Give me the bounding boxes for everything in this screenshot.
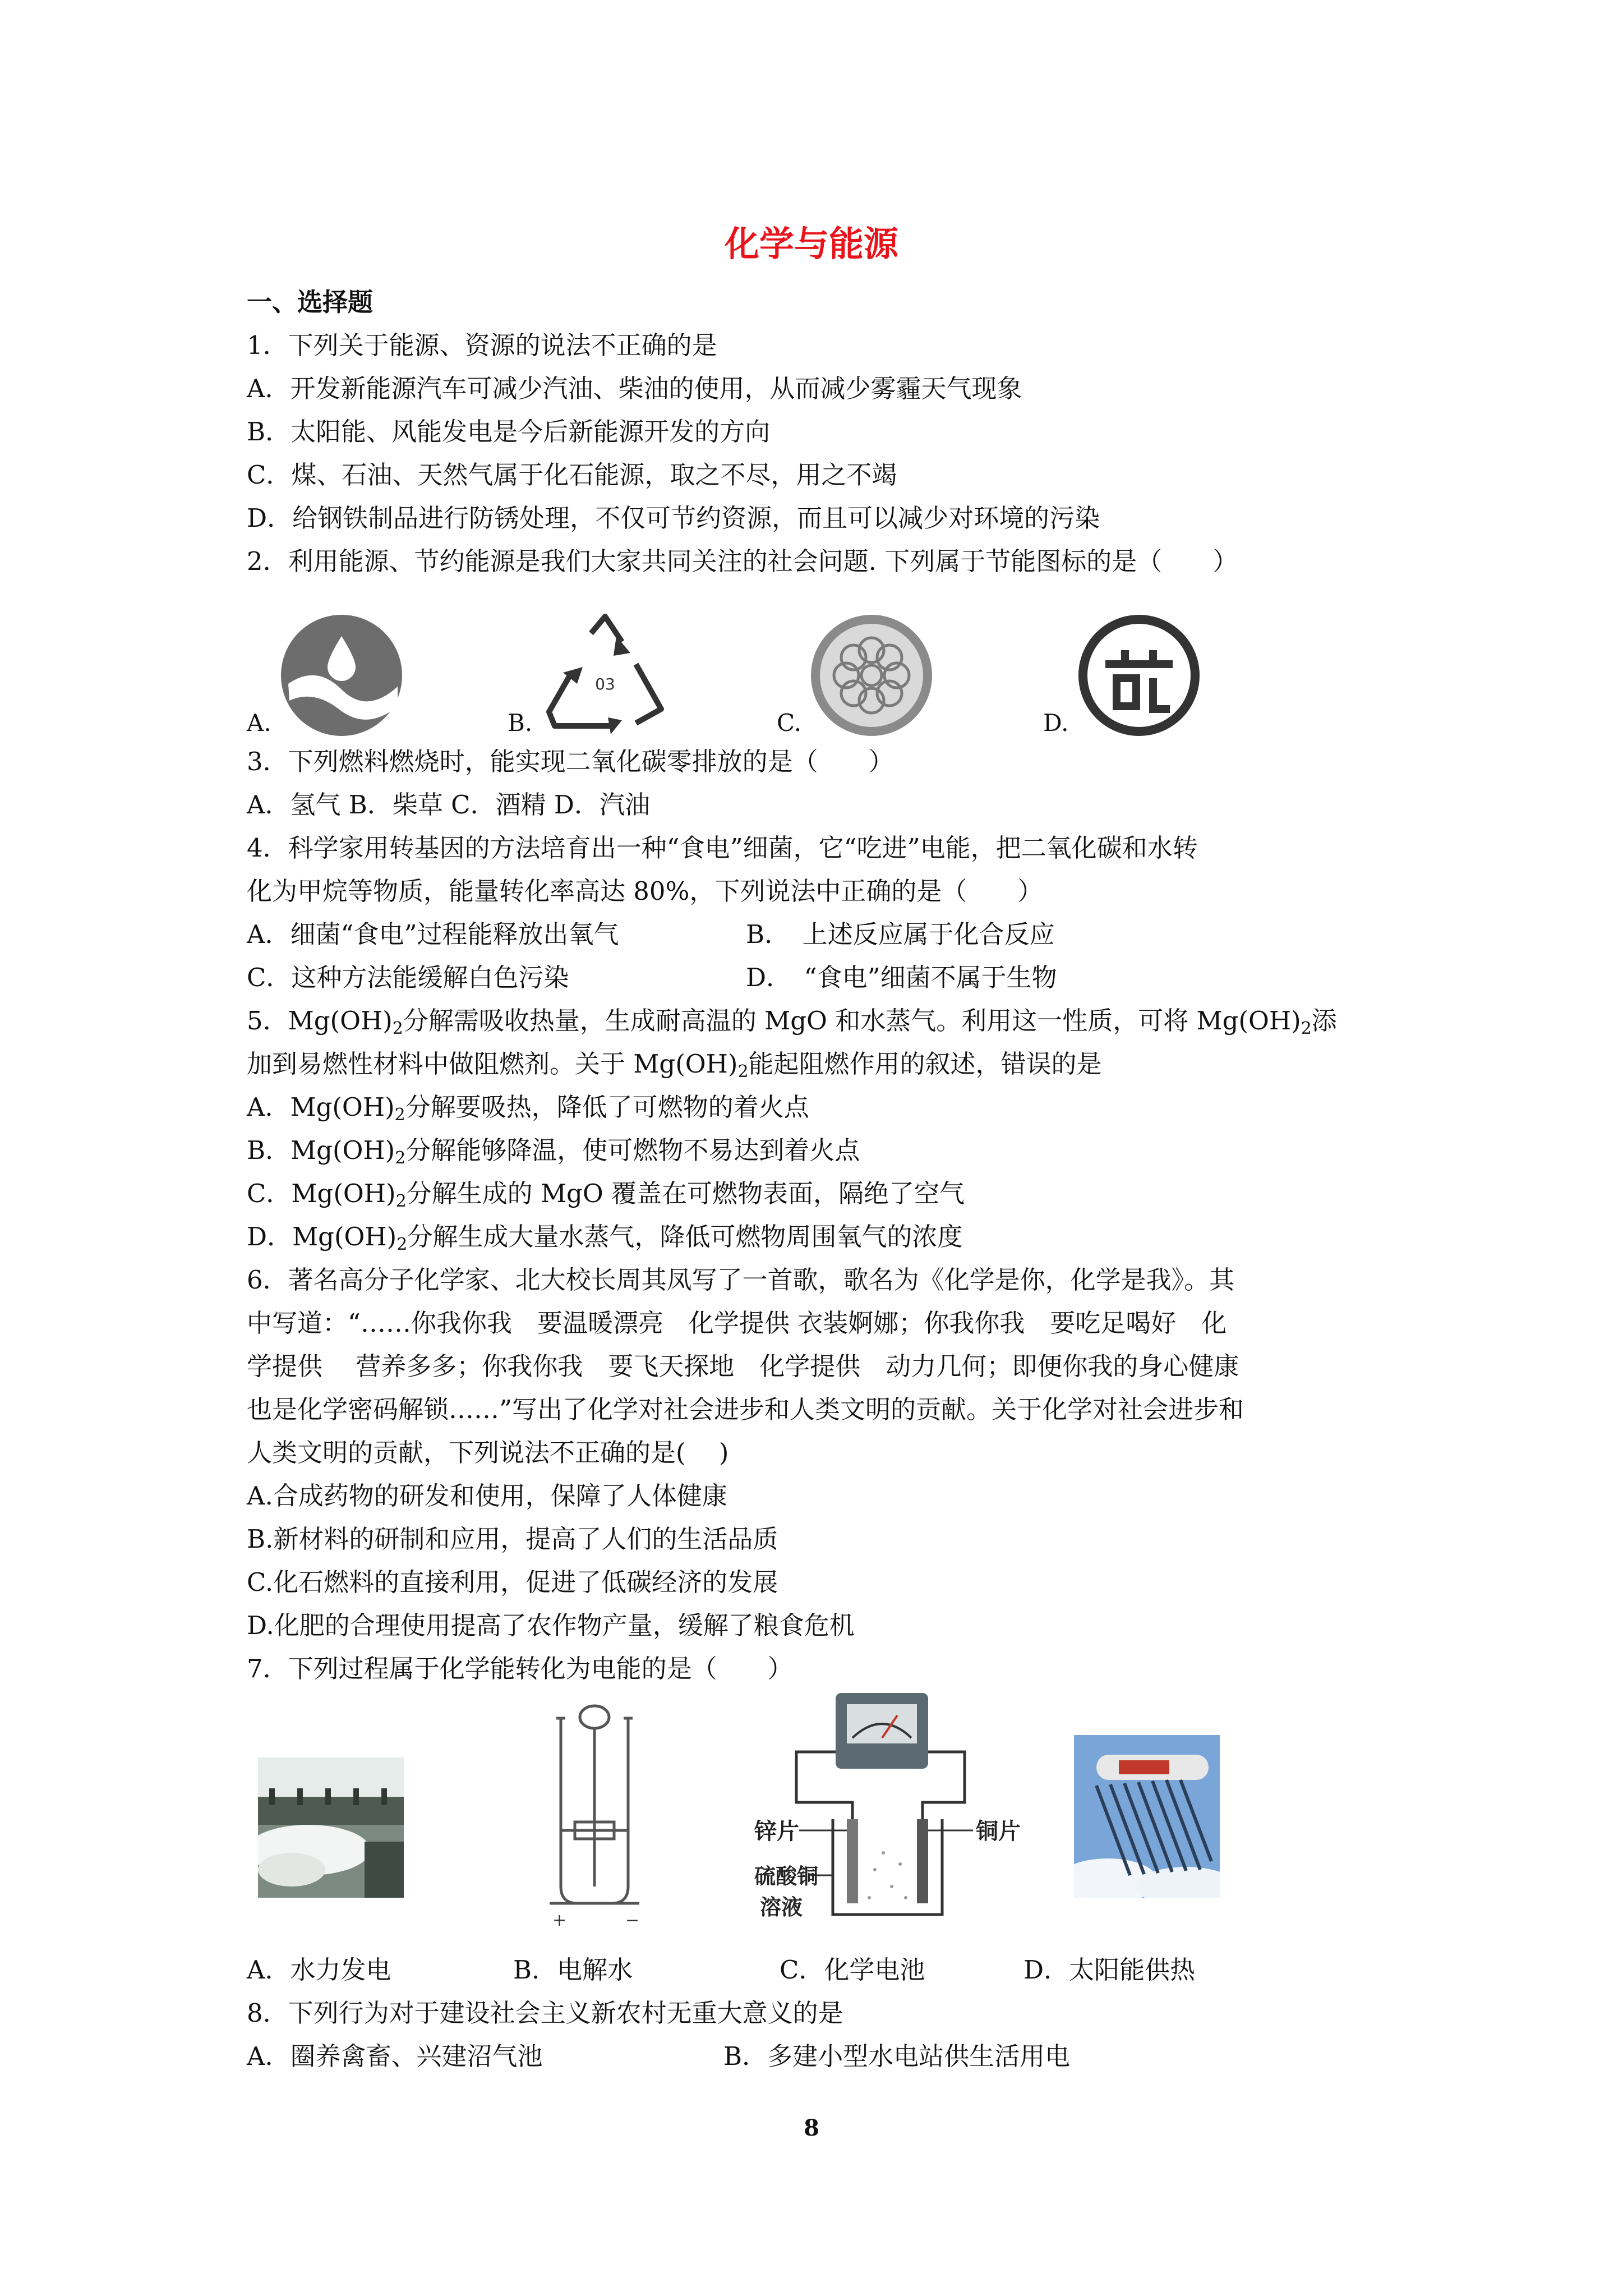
q8-options	[247, 2035, 1391, 2078]
q7-figure-row	[247, 1690, 1391, 1948]
svg-text:−: −	[625, 1911, 640, 1930]
flower-emblem-icon	[807, 611, 936, 740]
q7-option-d: D．太阳能供热	[1023, 1955, 1196, 1985]
q4-option-a: A．细菌“食电”过程能释放出氧气	[247, 919, 619, 949]
q6-option-c: C.化石燃料的直接利用，促进了低碳经济的发展	[247, 1567, 778, 1597]
q4-stem-line-1: 4．科学家用转基因的方法培育出一种“食电”细菌，它“吃进”电能，把二氧化碳和水转	[247, 833, 1198, 863]
solar-heater-photo	[1074, 1735, 1220, 1898]
hydro-power-photo	[258, 1757, 404, 1898]
zinc-label: 锌片	[754, 1819, 799, 1844]
copper-label: 铜片	[976, 1819, 1021, 1844]
q1-option-c: C．煤、石油、天然气属于化石能源，取之不尽，用之不竭	[247, 460, 897, 490]
question-content	[247, 280, 1391, 2078]
solution-label-1: 硫酸铜	[754, 1864, 819, 1889]
q2-option-b	[508, 611, 672, 740]
q5-option-d: D．$Mg(OH)_2$分解生成大量水蒸气，降低可燃物周围氧气的浓度	[247, 1222, 963, 1254]
q6-stem-line-5: 人类文明的贡献，下列说法不正确的是( )	[247, 1438, 729, 1467]
electrolysis-apparatus	[544, 1701, 645, 1937]
q6-option-a: A.合成药物的研发和使用，保障了人体健康	[247, 1481, 727, 1511]
q1-stem: 1．下列关于能源、资源的说法不正确的是	[247, 330, 717, 360]
q6-stem-line-3: 学提供 营养多多；你我你我 要飞天探地 化学提供 动力几何；即便你我的身心健康	[247, 1351, 1239, 1381]
page-number: 8	[804, 2115, 819, 2141]
q5-stem-line-2: 加到易燃性材料中做阻燃剂。关于 $Mg(OH)_2$能起阻燃作用的叙述，错误的是	[247, 1049, 1102, 1082]
chemical-battery-diagram	[754, 1690, 1023, 1943]
q7-option-b: B．电解水	[513, 1955, 633, 1985]
q2-option-d	[1043, 611, 1204, 740]
q3-options: A．氢气 B．柴草 C．酒精 D．汽油	[247, 790, 650, 820]
q6-stem-line-1: 6．著名高分子化学家、北大校长周其凤写了一首歌，歌名为《化学是你，化学是我》。其	[247, 1265, 1235, 1295]
q8-stem: 8．下列行为对于建设社会主义新农村无重大意义的是	[247, 1998, 843, 2028]
q2-option-c	[777, 611, 936, 740]
q7-stem: 7．下列过程属于化学能转化为电能的是（ ）	[247, 1654, 793, 1683]
q6-option-d: D.化肥的合理使用提高了农作物产量，缓解了粮食危机	[247, 1611, 855, 1640]
q4-options-row-2	[247, 956, 1391, 999]
q7-option-a: A．水力发电	[247, 1955, 391, 1985]
q7-option-c: C．化学电池	[780, 1955, 925, 1985]
q4-options-row-1	[247, 913, 1391, 956]
solution-label-2: 溶液	[760, 1895, 803, 1920]
q5-stem-line-1: 5．$Mg(OH)_2$分解需吸收热量，生成耐高温的 MgO 和水蒸气。利用这一性质，可将 $Mg(OH)_2$添	[247, 1006, 1337, 1038]
q3-stem: 3．下列燃料燃烧时，能实现二氧化碳零排放的是（ ）	[247, 747, 894, 776]
q2-label-a: A.	[247, 709, 271, 737]
q2-option-a	[247, 611, 406, 740]
q2-figure-row	[247, 583, 1391, 740]
q6-stem-line-2: 中写道：“……你我你我 要温暖漂亮 化学提供 衣装婀娜；你我你我 要吃足喝好 化	[247, 1308, 1227, 1338]
q2-label-b: B.	[508, 709, 533, 737]
page-title: 化学与能源	[724, 223, 898, 264]
q5-option-a: A．$Mg(OH)_2$分解要吸热，降低了可燃物的着火点	[247, 1092, 809, 1125]
q5-option-c: C．$Mg(OH)_2$分解生成的 MgO 覆盖在可燃物表面，隔绝了空气	[247, 1179, 965, 1211]
q4-option-d: D． “食电”细菌不属于生物	[746, 963, 1057, 992]
q1-option-d: D．给钢铁制品进行防锈处理，不仅可节约资源，而且可以减少对环境的污染	[247, 503, 1100, 533]
q4-option-c: C．这种方法能缓解白色污染	[247, 963, 569, 992]
q8-option-a: A．圈养禽畜、兴建沼气池	[247, 2041, 543, 2071]
recycle-icon	[538, 611, 672, 740]
recycle-number: 03	[595, 675, 616, 693]
q2-stem: 2．利用能源、节约能源是我们大家共同关注的社会问题. 下列属于节能图标的是（ ）	[247, 546, 1238, 576]
q8-option-b: B．多建小型水电站供生活用电	[723, 2041, 1071, 2071]
water-saving-icon	[277, 611, 406, 740]
q5-option-b: B．$Mg(OH)_2$分解能够降温，使可燃物不易达到着火点	[247, 1135, 860, 1168]
q6-stem-line-4: 也是化学密码解锁……”写出了化学对社会进步和人类文明的贡献。关于化学对社会进步和	[247, 1395, 1244, 1424]
q6-option-b: B.新材料的研制和应用，提高了人们的生活品质	[247, 1524, 778, 1554]
energy-saving-icon	[1075, 611, 1204, 740]
q4-stem-line-2: 化为甲烷等物质，能量转化率高达 80%，下列说法中正确的是（ ）	[247, 876, 1043, 906]
q1-option-a: A．开发新能源汽车可减少汽油、柴油的使用，从而减少雾霾天气现象	[247, 374, 1022, 403]
q1-option-b: B．太阳能、风能发电是今后新能源开发的方向	[247, 417, 771, 447]
section-heading: 一、选择题	[247, 287, 374, 317]
q4-option-b: B． 上述反应属于化合反应	[746, 919, 1055, 949]
q7-options	[247, 1948, 1391, 1991]
q2-label-d: D.	[1043, 709, 1069, 737]
q2-label-c: C.	[777, 709, 801, 737]
svg-text:+: +	[552, 1911, 567, 1930]
